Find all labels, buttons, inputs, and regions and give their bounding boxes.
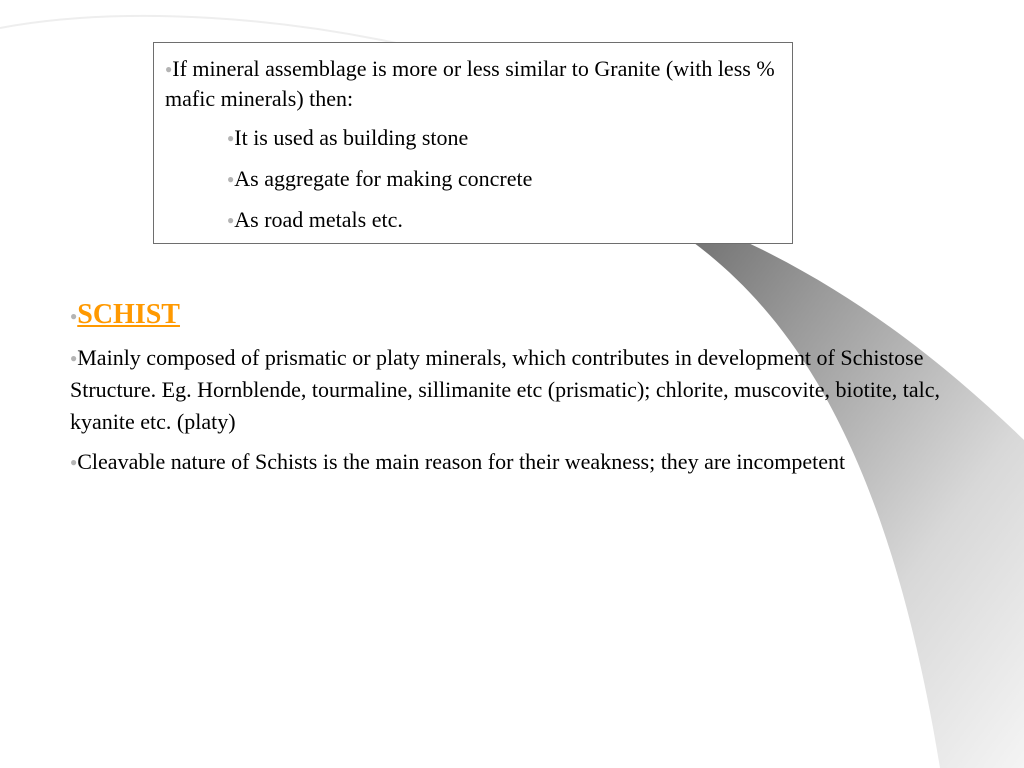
sub-item-text: As aggregate for making concrete (234, 166, 533, 191)
paragraph-text: Mainly composed of prismatic or platy minerals, which contributes in development of Schistose Structure. Eg. Hornblende, tourmaline, sillimanite etc (prismatic); chlorite, muscovite, biotite, talc, kyanite etc. (platy) (70, 345, 940, 434)
sub-item-text: As road metals etc. (234, 207, 403, 232)
box-intro (165, 54, 782, 114)
box-intro-text: If mineral assemblage is more or less similar to Granite (with less % mafic minerals) then: (165, 56, 775, 111)
sub-item-text: It is used as building stone (234, 125, 469, 150)
sub-item-road-metals (227, 205, 782, 235)
section-heading (70, 297, 990, 334)
bullet-icon: ● (227, 172, 235, 186)
bullet-icon: ● (227, 131, 235, 145)
bullet-icon: ● (70, 455, 78, 469)
paragraph-cleavable (70, 446, 990, 478)
heading-text: SCHIST (77, 299, 180, 330)
sub-item-building-stone (227, 123, 782, 153)
granite-uses-box (153, 42, 793, 244)
sub-item-aggregate (227, 164, 782, 194)
paragraph-text: Cleavable nature of Schists is the main reason for their weakness; they are incompetent (77, 449, 846, 474)
bullet-icon: ● (227, 213, 235, 227)
paragraph-composition (70, 342, 990, 438)
bullet-icon: ● (70, 351, 78, 365)
bullet-icon: ● (165, 62, 173, 76)
bullet-icon: ● (70, 309, 78, 323)
schist-section (70, 297, 990, 486)
